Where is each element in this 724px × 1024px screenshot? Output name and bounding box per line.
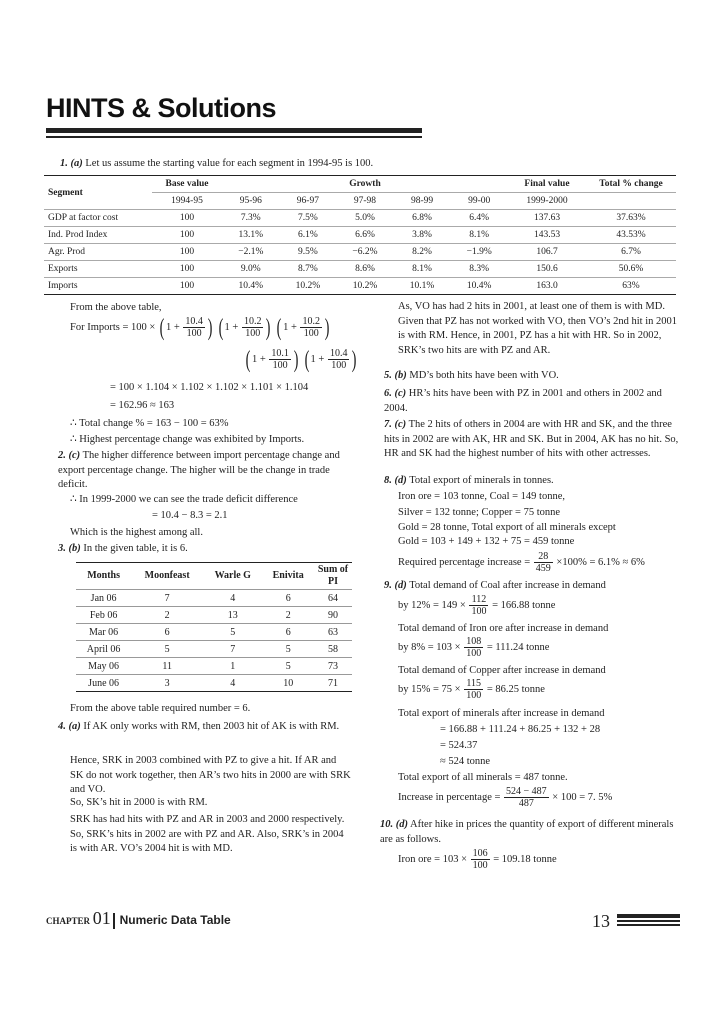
q9-tot1: = 166.88 + 111.24 + 86.25 + 132 + 28 xyxy=(440,724,601,735)
table-cell: 10.2% xyxy=(280,278,337,295)
chapter-name: Numeric Data Table xyxy=(119,913,231,927)
th-sub: 99-00 xyxy=(450,193,508,210)
table-cell: 6.8% xyxy=(394,210,451,227)
th-enivita: Enivita xyxy=(262,563,314,590)
q6-text: HR’s hits have been with PZ in 2001 and others in 2002 and 2004. xyxy=(384,388,662,414)
table-cell: 64 xyxy=(314,590,352,607)
fraction: $\frac{10.1}{100}$ xyxy=(271,348,289,371)
q1-line2: = 162.96 ≈ 163 xyxy=(110,400,175,411)
fraction: $\frac{112}{100}$ xyxy=(471,594,487,617)
page-bar xyxy=(617,914,680,918)
fraction: $\frac{10.4}{100}$ xyxy=(185,316,203,339)
q9-tot2: = 524.37 xyxy=(440,740,478,751)
table-cell: Feb 06 xyxy=(76,607,131,624)
formula-rhs: × 100 = 7. 5% xyxy=(552,791,613,803)
table-cell: 7.3% xyxy=(222,210,280,227)
q6-number: 6. xyxy=(384,388,392,399)
page-bar xyxy=(617,924,680,926)
q7-text: The 2 hits of others in 2004 are with HR and SK, and the three hits in 2002 are with AK, HR and SK. But in 2004, AK has no hit. So, HR and SK had the highest number of hits with other actresses. xyxy=(384,419,679,459)
table-cell: 5 xyxy=(262,658,314,675)
table-cell: 8.1% xyxy=(450,227,508,244)
q9-tot-text: Total export of minerals after increase in demand xyxy=(398,708,605,719)
th-sum: Sum of PI xyxy=(314,563,352,590)
one-plus: 1 + xyxy=(283,321,297,333)
q5-answer: (b) xyxy=(394,370,407,381)
table-cell: −6.2% xyxy=(336,244,394,261)
q8-l3: Gold = 28 tonne, Total export of all minerals except xyxy=(398,522,616,533)
table-cell: 8.6% xyxy=(336,261,394,278)
fraction: $\frac{108}{100}$ xyxy=(466,636,482,659)
fraction: $\frac{10.2}{100}$ xyxy=(243,316,262,339)
q10-text: After hike in prices the quantity of export of different minerals are as follows. xyxy=(380,819,674,845)
q4-p5: As, VO has had 2 hits in 2001, at least one of them is with MD. Given that PZ has not worked with VO, then VO’s 2nd hit in 2001 is with RM. Hence, in 2001, PZ has a hit with HR. So in 2002, SRK’s two hits are with PZ and AR. xyxy=(398,301,678,356)
table-cell: 6.4% xyxy=(450,210,508,227)
table-cell: GDP at factor cost xyxy=(44,210,152,227)
q9-block xyxy=(384,580,606,591)
table-row xyxy=(76,675,352,692)
q4-p4: SRK has had hits with PZ and AR in 2003 and 2000 respectively. So, SRK’s hits in 2002 are with PZ and AR. Also, SRK’s in 2004 is with AR. VO’s 2004 hit is with MD. xyxy=(70,814,345,854)
q4-answer: (a) xyxy=(68,721,81,732)
q1-total-change: ∴ Total change % = 163 − 100 = 63% xyxy=(70,418,229,429)
chapter-word: CHAPTER xyxy=(46,916,91,926)
q4-p3: So, SK’s hit in 2000 is with RM. xyxy=(70,797,208,808)
table-row xyxy=(76,607,352,624)
table-cell: 10.2% xyxy=(336,278,394,295)
q3-text: In the given table, it is 6. xyxy=(83,543,188,554)
table-cell: 6.1% xyxy=(280,227,337,244)
table-cell: 4 xyxy=(203,590,262,607)
q3-answer: (b) xyxy=(68,543,81,554)
q2-answer: (c) xyxy=(68,450,81,461)
table-cell: 1 xyxy=(203,658,262,675)
q4-number: 4. xyxy=(58,721,66,732)
table-cell: 58 xyxy=(314,641,352,658)
q4-p1: If AK only works with RM, then 2003 hit of AK is with RM. xyxy=(83,721,340,732)
q2-number: 2. xyxy=(58,450,66,461)
q2-line3: Which is the highest among all. xyxy=(70,527,203,538)
fraction: $\frac{524 - 487}{487}$ xyxy=(506,786,547,809)
table-cell: April 06 xyxy=(76,641,131,658)
formula-lhs: Increase in percentage = xyxy=(398,791,501,803)
th-sub: 97-98 xyxy=(336,193,394,210)
table-cell: 5 xyxy=(203,624,262,641)
table-cell: 13 xyxy=(203,607,262,624)
table-cell: 2 xyxy=(131,607,203,624)
table-cell: 11 xyxy=(131,658,203,675)
q8-answer: (d) xyxy=(394,475,407,486)
th-sub: 96-97 xyxy=(280,193,337,210)
page-bar xyxy=(617,920,680,922)
table-cell: 9.5% xyxy=(280,244,337,261)
table-cell: Jan 06 xyxy=(76,590,131,607)
q2-text: The higher difference between import percentage change and export percentage change. The higher will be the change in trade deficit. xyxy=(58,450,340,490)
q10-iron xyxy=(398,848,557,871)
q3-after: From the above table required number = 6. xyxy=(70,703,251,714)
fraction: $\frac{106}{100}$ xyxy=(472,848,488,871)
table-cell: Agr. Prod xyxy=(44,244,152,261)
table-cell: 50.6% xyxy=(586,261,676,278)
table-cell: May 06 xyxy=(76,658,131,675)
q8-text: Total export of minerals in tonnes. xyxy=(409,475,554,486)
growth-table xyxy=(44,175,676,295)
q1-intro xyxy=(60,158,373,169)
q9-all-text: Total export of all minerals = 487 tonne. xyxy=(398,772,568,783)
chapter-number: 01 xyxy=(92,908,111,928)
formula-rhs: = 111.24 tonne xyxy=(486,641,550,653)
th-segment: Segment xyxy=(44,176,152,210)
q10-answer: (d) xyxy=(395,819,408,830)
table-cell: 100 xyxy=(152,261,222,278)
table-cell: 143.53 xyxy=(508,227,586,244)
footer-divider xyxy=(113,913,115,929)
chapter-footer xyxy=(46,908,231,929)
q5-block xyxy=(384,370,559,381)
q7-block xyxy=(384,418,680,462)
formula-lhs: Required percentage increase = xyxy=(398,556,531,568)
th-sub: 1999-2000 xyxy=(508,193,586,210)
q6-answer: (c) xyxy=(394,388,407,399)
table-cell: 150.6 xyxy=(508,261,586,278)
table-cell: 8.3% xyxy=(450,261,508,278)
q9-text: Total demand of Coal after increase in demand xyxy=(409,580,606,591)
table-cell: 6 xyxy=(262,590,314,607)
table-cell: 13.1% xyxy=(222,227,280,244)
table-cell: 106.7 xyxy=(508,244,586,261)
th-warle: Warle G xyxy=(203,563,262,590)
th-final: Final value xyxy=(508,176,586,193)
table-row xyxy=(44,261,676,278)
table-cell: 7.5% xyxy=(280,210,337,227)
q4-p2: Hence, SRK in 2003 combined with PZ to give a hit. If AR and SK do not work together, then AR’s two hits in 2000 are with SRK and VO. xyxy=(70,755,351,795)
th-growth: Growth xyxy=(222,176,508,193)
q8-number: 8. xyxy=(384,475,392,486)
q9-cu-text: Total demand of Copper after increase in demand xyxy=(398,665,606,676)
q4-block xyxy=(58,720,352,735)
q3-number: 3. xyxy=(58,543,66,554)
table-cell: 6 xyxy=(262,624,314,641)
q9-iron-text: Total demand of Iron ore after increase in demand xyxy=(398,623,609,634)
table-cell: 8.2% xyxy=(394,244,451,261)
table-cell: 100 xyxy=(152,278,222,295)
q9-coal xyxy=(398,594,555,617)
table-cell: Ind. Prod Index xyxy=(44,227,152,244)
table-cell: Mar 06 xyxy=(76,624,131,641)
table-cell: 4 xyxy=(203,675,262,692)
table-cell: 3 xyxy=(131,675,203,692)
table-cell: 6 xyxy=(131,624,203,641)
table-cell: −2.1% xyxy=(222,244,280,261)
table-row xyxy=(44,210,676,227)
formula-lhs: For Imports = 100 × xyxy=(70,321,156,333)
th-total: Total % change xyxy=(586,176,676,193)
table-cell: 63% xyxy=(586,278,676,295)
q9-answer: (d) xyxy=(394,580,407,591)
formula-rhs: = 86.25 tonne xyxy=(486,683,545,695)
q1-from-table: From the above table, xyxy=(70,302,162,313)
table-cell: 137.63 xyxy=(508,210,586,227)
q7-number: 7. xyxy=(384,419,392,430)
table-cell: 37.63% xyxy=(586,210,676,227)
q9-iron xyxy=(398,636,549,659)
page-title: HINTS & Solutions xyxy=(46,93,276,123)
q1-highest: ∴ Highest percentage change was exhibited by Imports. xyxy=(70,434,305,445)
q8-block xyxy=(384,475,554,486)
table-row xyxy=(76,624,352,641)
months-table xyxy=(76,562,352,692)
table-cell: 5 xyxy=(262,641,314,658)
table-cell: 6.7% xyxy=(586,244,676,261)
table-cell: 8.1% xyxy=(394,261,451,278)
title-rule-thick xyxy=(46,128,422,133)
th-sub: 98-99 xyxy=(394,193,451,210)
q5-number: 5. xyxy=(384,370,392,381)
q3-intro xyxy=(58,543,188,554)
table-cell: June 06 xyxy=(76,675,131,692)
one-plus: 1 + xyxy=(165,321,180,333)
table-row xyxy=(44,227,676,244)
table-cell: 90 xyxy=(314,607,352,624)
table-cell: 5 xyxy=(131,641,203,658)
q8-l1: Iron ore = 103 tonne, Coal = 149 tonne, xyxy=(398,491,565,502)
th-sub: 95-96 xyxy=(222,193,280,210)
q9-cu xyxy=(398,678,545,701)
one-plus: 1 + xyxy=(252,353,266,365)
table-cell: Exports xyxy=(44,261,152,278)
table-cell: 9.0% xyxy=(222,261,280,278)
table-cell: 10.4% xyxy=(450,278,508,295)
table-row xyxy=(76,658,352,675)
table-cell: 100 xyxy=(152,210,222,227)
table-cell: 43.53% xyxy=(586,227,676,244)
table-cell: 7 xyxy=(131,590,203,607)
table-cell: Imports xyxy=(44,278,152,295)
formula-lhs: by 8% = 103 × xyxy=(398,641,461,653)
q8-required xyxy=(398,551,645,574)
q2-block xyxy=(58,449,354,493)
table-row xyxy=(76,590,352,607)
formula-lhs: by 15% = 75 × xyxy=(398,683,461,695)
table-row xyxy=(44,244,676,261)
table-row xyxy=(44,278,676,295)
th-months: Months xyxy=(76,563,131,590)
q9-tot3: ≈ 524 tonne xyxy=(440,756,491,767)
table-row xyxy=(76,641,352,658)
q6-block xyxy=(384,387,680,416)
q2-line2: = 10.4 − 8.3 = 2.1 xyxy=(152,510,228,521)
th-base: Base value xyxy=(152,176,222,193)
table-cell: 73 xyxy=(314,658,352,675)
page-number: 13 xyxy=(592,911,610,931)
q10-block xyxy=(380,818,680,847)
th-moonfeast: Moonfeast xyxy=(131,563,203,590)
formula-lhs: by 12% = 149 × xyxy=(398,599,466,611)
table-cell: 100 xyxy=(152,244,222,261)
q9-number: 9. xyxy=(384,580,392,591)
table-cell: 5.0% xyxy=(336,210,394,227)
table-cell: 7 xyxy=(203,641,262,658)
fraction: $\frac{10.2}{100}$ xyxy=(302,316,320,339)
th-sub: 1994-95 xyxy=(152,193,222,210)
formula-lhs: Iron ore = 103 × xyxy=(398,853,467,865)
title-rule-thin xyxy=(46,136,422,138)
q1-line1: = 100 × 1.104 × 1.102 × 1.102 × 1.101 × 1.104 xyxy=(110,382,309,393)
q9-increase xyxy=(398,786,612,809)
formula-rhs: = 109.18 tonne xyxy=(493,853,557,865)
q8-l4: Gold = 103 + 149 + 132 + 75 = 459 tonne xyxy=(398,536,575,547)
fraction: $\frac{10.4}{100}$ xyxy=(329,348,348,371)
table-cell: 10 xyxy=(262,675,314,692)
q1-imports-formula-cont: ( 1 + $\frac{10.1}{100}$ ) ( 1 + $\frac{10.4}{100}$ ) xyxy=(245,346,357,373)
q8-l2: Silver = 132 tonne; Copper = 75 tonne xyxy=(398,507,561,518)
one-plus: 1 + xyxy=(310,353,325,365)
table-cell: 10.4% xyxy=(222,278,280,295)
q5-text: MD’s both hits have been with VO. xyxy=(409,370,559,381)
table-cell: 163.0 xyxy=(508,278,586,295)
fraction: $\frac{28}{459}$ xyxy=(535,551,551,574)
fraction: $\frac{115}{100}$ xyxy=(466,678,482,701)
formula-rhs: = 166.88 tonne xyxy=(492,599,556,611)
table-cell: −1.9% xyxy=(450,244,508,261)
q1-number: 1. xyxy=(60,158,68,169)
table-cell: 3.8% xyxy=(394,227,451,244)
q7-answer: (c) xyxy=(394,419,407,430)
table-cell: 71 xyxy=(314,675,352,692)
table-cell: 6.6% xyxy=(336,227,394,244)
table-cell: 8.7% xyxy=(280,261,337,278)
table-cell: 63 xyxy=(314,624,352,641)
q2-line1: ∴ In 1999-2000 we can see the trade deficit difference xyxy=(70,494,298,505)
table-cell: 100 xyxy=(152,227,222,244)
q10-number: 10. xyxy=(380,819,394,830)
q1-intro-text: Let us assume the starting value for each segment in 1994-95 is 100. xyxy=(85,158,374,169)
q1-answer: (a) xyxy=(70,158,83,169)
formula-rhs: ×100% = 6.1% ≈ 6% xyxy=(556,556,645,568)
table-cell: 10.1% xyxy=(394,278,451,295)
one-plus: 1 + xyxy=(224,321,239,333)
q1-imports-formula: For Imports = 100 × ( 1 + $\frac{10.4}{100}$ ) ( 1 + $\frac{10.2}{100}$ ) ( 1 + $\frac{10.2}{100}$ ) xyxy=(70,314,330,341)
table-cell: 2 xyxy=(262,607,314,624)
